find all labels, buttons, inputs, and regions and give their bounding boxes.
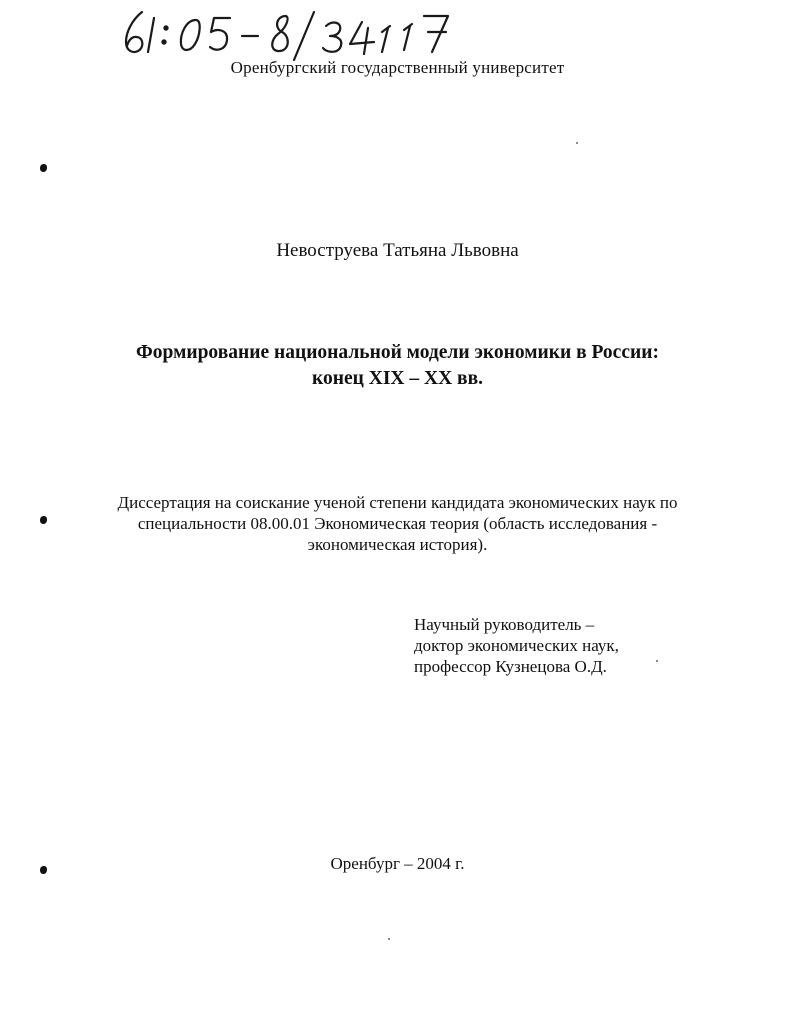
supervisor-line-2: доктор экономических наук,	[414, 636, 619, 655]
dissertation-title	[0, 340, 795, 392]
binding-hole-mark	[40, 164, 47, 172]
supervisor-line-3: профессор Кузнецова О.Д.	[414, 657, 607, 676]
university-name: Оренбургский государственный университет	[230, 58, 565, 77]
title-line-2: конец XIX – XX вв.	[312, 368, 483, 389]
description-line-3: экономическая история).	[307, 535, 488, 554]
supervisor-line-1: Научный руководитель –	[414, 615, 595, 634]
scientific-supervisor	[414, 614, 619, 677]
title-line-1: Формирование национальной модели экономики в России:	[136, 342, 659, 363]
scan-speck	[656, 660, 658, 662]
binding-hole-mark	[40, 866, 47, 874]
scan-speck	[388, 938, 390, 940]
handwritten-archive-number	[118, 6, 498, 64]
description-line-2: специальности 08.00.01 Экономическая теория (область исследования -	[137, 514, 658, 533]
description-line-1: Диссертация на соискание ученой степени кандидата экономических наук по	[117, 493, 678, 512]
binding-hole-mark	[40, 516, 47, 524]
dissertation-description	[0, 492, 795, 555]
scan-speck	[576, 142, 578, 144]
author-name: Невоструева Татьяна Львовна	[276, 240, 519, 261]
city-and-year: Оренбург – 2004 г.	[330, 854, 465, 873]
